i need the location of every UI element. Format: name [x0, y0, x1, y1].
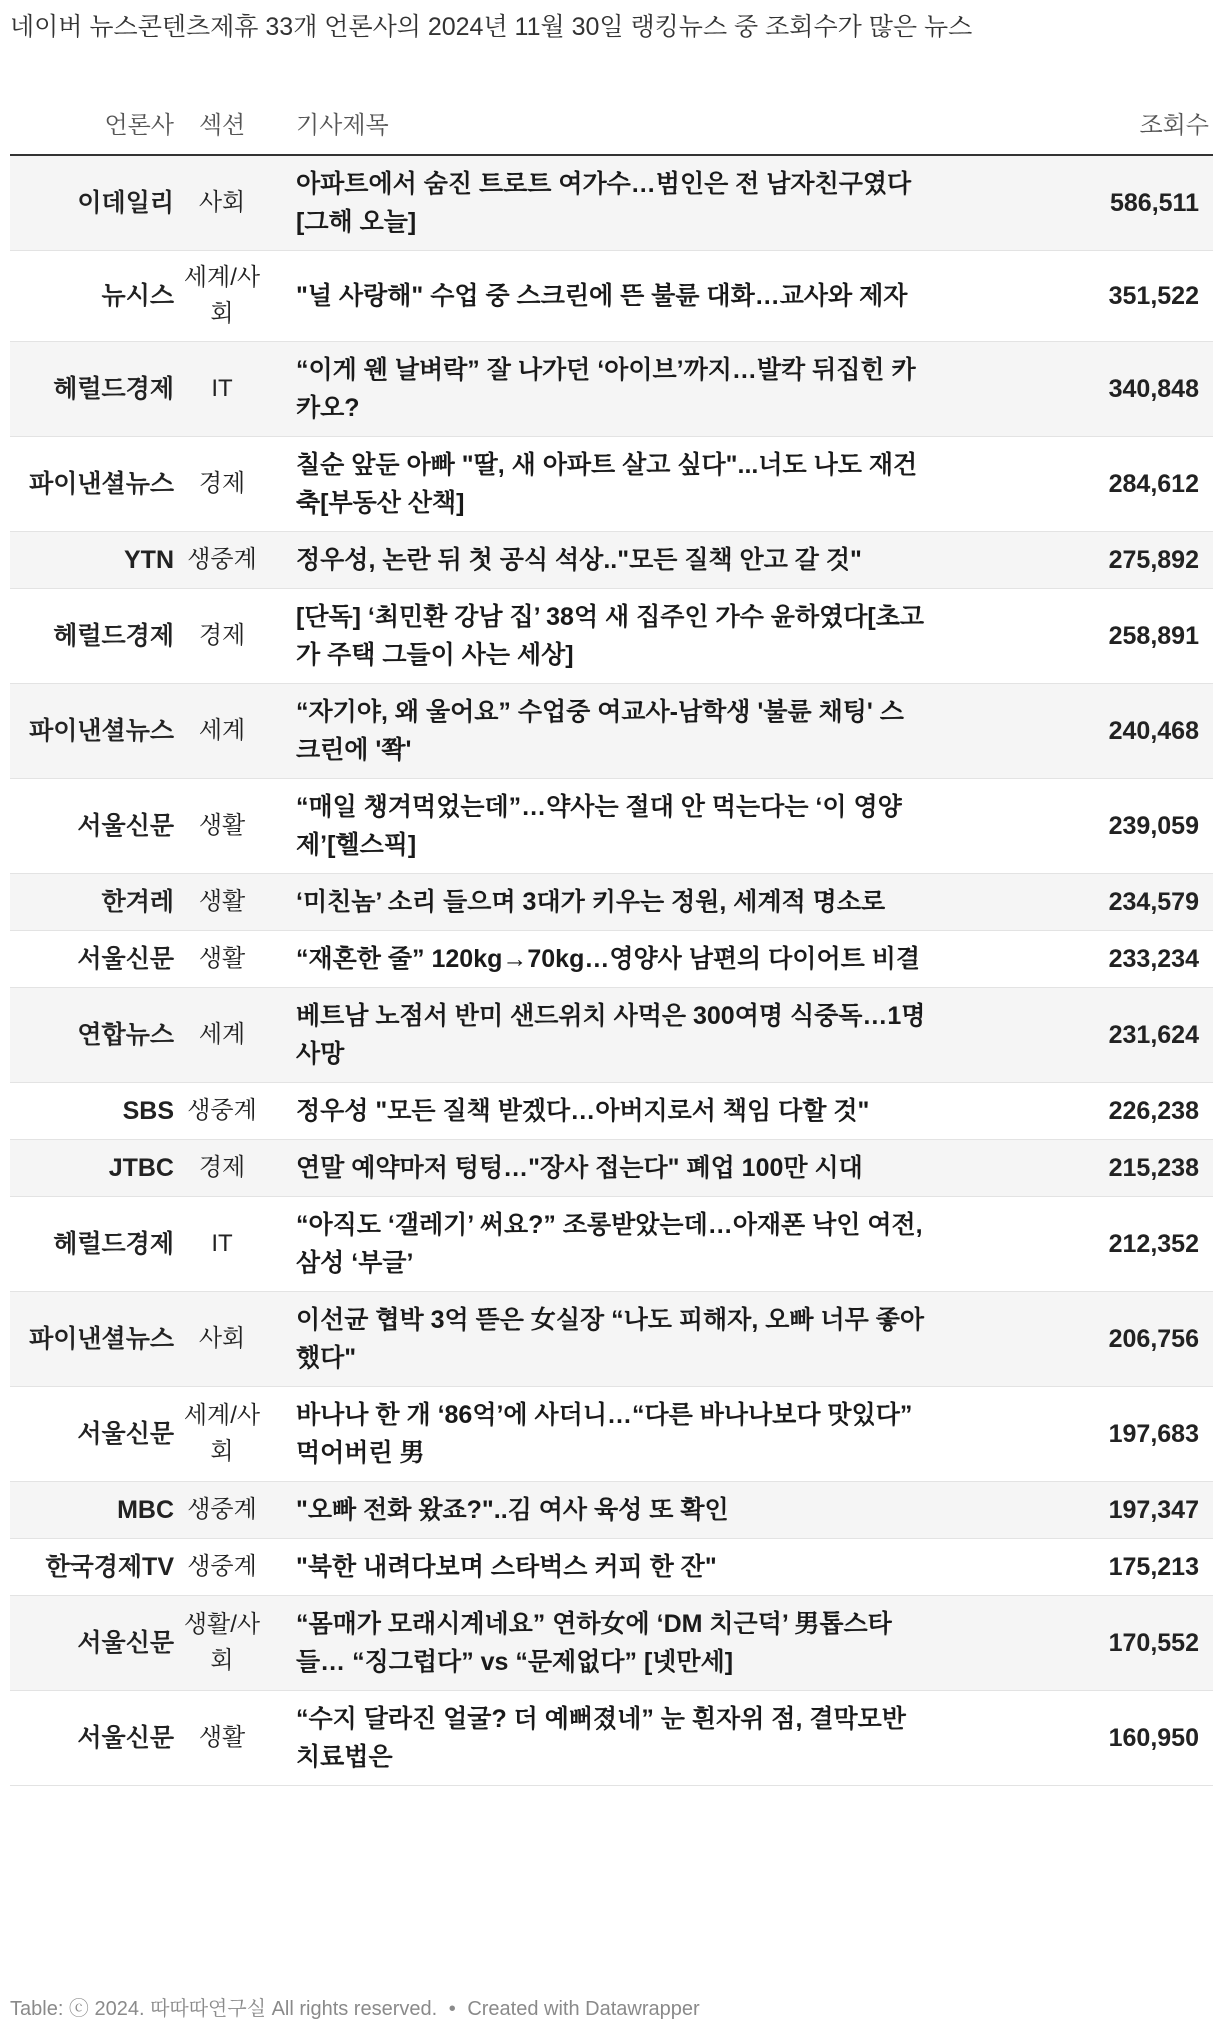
table-title: 네이버 뉴스콘텐츠제휴 33개 언론사의 2024년 11월 30일 랭킹뉴스 중 조회수가 많은 뉴스 — [10, 13, 973, 41]
cell-views: 206,756 — [940, 1292, 1213, 1387]
cell-publisher: 연합뉴스 — [10, 988, 174, 1083]
cell-publisher: 파이낸셜뉴스 — [10, 437, 174, 532]
footer-separator: • — [448, 1998, 456, 2020]
cell-views: 340,848 — [940, 342, 1213, 437]
table-footer — [10, 1992, 700, 2021]
table-row — [10, 1482, 1213, 1539]
cell-headline: “재혼한 줄” 120kg→70kg…영양사 남편의 다이어트 비결 — [270, 931, 940, 988]
cell-section: 세계/사회 — [174, 1387, 270, 1482]
cell-publisher: SBS — [10, 1083, 174, 1140]
table-row — [10, 684, 1213, 779]
cell-views: 284,612 — [940, 437, 1213, 532]
column-header-section[interactable]: 섹션 — [174, 90, 270, 155]
cell-headline: 정우성, 논란 뒤 첫 공식 석상.."모든 질책 안고 갈 것" — [270, 532, 940, 589]
cell-publisher: 한국경제TV — [10, 1539, 174, 1596]
cell-section: 세계 — [174, 684, 270, 779]
cell-publisher: 서울신문 — [10, 779, 174, 874]
table-row — [10, 437, 1213, 532]
table-row — [10, 1539, 1213, 1596]
column-header-publisher[interactable]: 언론사 — [10, 90, 174, 155]
cell-headline: “몸매가 모래시계네요” 연하女에 ‘DM 치근덕’ 男톱스타들… “징그럽다” vs “문제없다” [넷만세] — [270, 1596, 940, 1691]
cell-publisher: 한겨레 — [10, 874, 174, 931]
cell-headline: 베트남 노점서 반미 샌드위치 사먹은 300여명 식중독…1명 사망 — [270, 988, 940, 1083]
cell-section: 경제 — [174, 589, 270, 684]
cell-views: 197,347 — [940, 1482, 1213, 1539]
cell-section: 생중계 — [174, 1539, 270, 1596]
table-body — [10, 155, 1213, 1786]
cell-headline: "널 사랑해" 수업 중 스크린에 뜬 불륜 대화…교사와 제자 — [270, 251, 940, 342]
cell-publisher: YTN — [10, 532, 174, 589]
cell-headline: 이선균 협박 3억 뜯은 女실장 “나도 피해자, 오빠 너무 좋아했다" — [270, 1292, 940, 1387]
cell-views: 160,950 — [940, 1691, 1213, 1786]
table-row — [10, 1387, 1213, 1482]
table-row — [10, 1140, 1213, 1197]
table-row — [10, 988, 1213, 1083]
cell-views: 351,522 — [940, 251, 1213, 342]
cell-publisher: 헤럴드경제 — [10, 589, 174, 684]
table-header-row — [10, 90, 1213, 155]
cell-section: 세계 — [174, 988, 270, 1083]
cell-views: 197,683 — [940, 1387, 1213, 1482]
table-row — [10, 1596, 1213, 1691]
cell-section: 경제 — [174, 1140, 270, 1197]
cell-headline: 바나나 한 개 ‘86억’에 사더니…“다른 바나나보다 맛있다” 먹어버린 男 — [270, 1387, 940, 1482]
cell-headline: “아직도 ‘갤레기’ 써요?” 조롱받았는데…아재폰 낙인 여전, 삼성 ‘부글’ — [270, 1197, 940, 1292]
ranking-table — [10, 90, 1213, 1786]
footer-credit[interactable]: Created with Datawrapper — [467, 1998, 700, 2020]
cell-publisher: 헤럴드경제 — [10, 1197, 174, 1292]
cell-headline: “자기야, 왜 울어요” 수업중 여교사-남학생 '불륜 채팅' 스크린에 '쫙' — [270, 684, 940, 779]
cell-headline: “이게 웬 날벼락” 잘 나가던 ‘아이브’까지…발칵 뒤집힌 카카오? — [270, 342, 940, 437]
footer-source: Table: ⓒ 2024. 따따따연구실 All rights reserved. — [10, 1998, 438, 2020]
cell-publisher: 서울신문 — [10, 1691, 174, 1786]
cell-headline: “매일 챙겨먹었는데”…약사는 절대 안 먹는다는 ‘이 영양제’[헬스픽] — [270, 779, 940, 874]
cell-views: 586,511 — [940, 155, 1213, 251]
table-row — [10, 874, 1213, 931]
cell-views: 258,891 — [940, 589, 1213, 684]
table-row — [10, 532, 1213, 589]
table-row — [10, 589, 1213, 684]
cell-publisher: 파이낸셜뉴스 — [10, 684, 174, 779]
cell-section: 사회 — [174, 1292, 270, 1387]
cell-section: 경제 — [174, 437, 270, 532]
cell-views: 240,468 — [940, 684, 1213, 779]
cell-headline: 아파트에서 숨진 트로트 여가수…범인은 전 남자친구였다 [그해 오늘] — [270, 155, 940, 251]
table-row — [10, 1083, 1213, 1140]
cell-views: 215,238 — [940, 1140, 1213, 1197]
cell-publisher: MBC — [10, 1482, 174, 1539]
cell-headline: 칠순 앞둔 아빠 "딸, 새 아파트 살고 싶다"...너도 나도 재건축[부동산 산책] — [270, 437, 940, 532]
table-row — [10, 1197, 1213, 1292]
cell-section: 생중계 — [174, 1482, 270, 1539]
cell-headline: 정우성 "모든 질책 받겠다…아버지로서 책임 다할 것" — [270, 1083, 940, 1140]
cell-section: 세계/사회 — [174, 251, 270, 342]
cell-section: 생중계 — [174, 1083, 270, 1140]
cell-publisher: JTBC — [10, 1140, 174, 1197]
cell-views: 233,234 — [940, 931, 1213, 988]
table-row — [10, 1691, 1213, 1786]
cell-section: 사회 — [174, 155, 270, 251]
cell-headline: ‘미친놈’ 소리 들으며 3대가 키우는 정원, 세계적 명소로 — [270, 874, 940, 931]
table-row — [10, 155, 1213, 251]
cell-publisher: 뉴시스 — [10, 251, 174, 342]
cell-views: 231,624 — [940, 988, 1213, 1083]
cell-headline: 연말 예약마저 텅텅…"장사 접는다" 폐업 100만 시대 — [270, 1140, 940, 1197]
table-row — [10, 1292, 1213, 1387]
table-row — [10, 251, 1213, 342]
cell-headline: "북한 내려다보며 스타벅스 커피 한 잔" — [270, 1539, 940, 1596]
cell-views: 175,213 — [940, 1539, 1213, 1596]
cell-headline: [단독] ‘최민환 강남 집’ 38억 새 집주인 가수 윤하였다[초고가 주택 그들이 사는 세상] — [270, 589, 940, 684]
cell-views: 234,579 — [940, 874, 1213, 931]
column-header-views[interactable]: 조회수 — [940, 90, 1213, 155]
cell-publisher: 서울신문 — [10, 1596, 174, 1691]
table-row — [10, 342, 1213, 437]
cell-publisher: 서울신문 — [10, 1387, 174, 1482]
cell-section: IT — [174, 1197, 270, 1292]
cell-section: 생활 — [174, 1691, 270, 1786]
cell-publisher: 서울신문 — [10, 931, 174, 988]
cell-views: 226,238 — [940, 1083, 1213, 1140]
cell-section: 생활 — [174, 779, 270, 874]
cell-section: 생활/사회 — [174, 1596, 270, 1691]
cell-section: IT — [174, 342, 270, 437]
cell-views: 239,059 — [940, 779, 1213, 874]
table-row — [10, 931, 1213, 988]
cell-section: 생중계 — [174, 532, 270, 589]
table-row — [10, 779, 1213, 874]
cell-publisher: 파이낸셜뉴스 — [10, 1292, 174, 1387]
cell-publisher: 헤럴드경제 — [10, 342, 174, 437]
cell-headline: "오빠 전화 왔죠?"..김 여사 육성 또 확인 — [270, 1482, 940, 1539]
cell-views: 170,552 — [940, 1596, 1213, 1691]
cell-section: 생활 — [174, 874, 270, 931]
cell-section: 생활 — [174, 931, 270, 988]
cell-publisher: 이데일리 — [10, 155, 174, 251]
cell-views: 275,892 — [940, 532, 1213, 589]
cell-headline: “수지 달라진 얼굴? 더 예뻐졌네” 눈 흰자위 점, 결막모반 치료법은 — [270, 1691, 940, 1786]
column-header-headline[interactable]: 기사제목 — [270, 90, 940, 155]
cell-views: 212,352 — [940, 1197, 1213, 1292]
